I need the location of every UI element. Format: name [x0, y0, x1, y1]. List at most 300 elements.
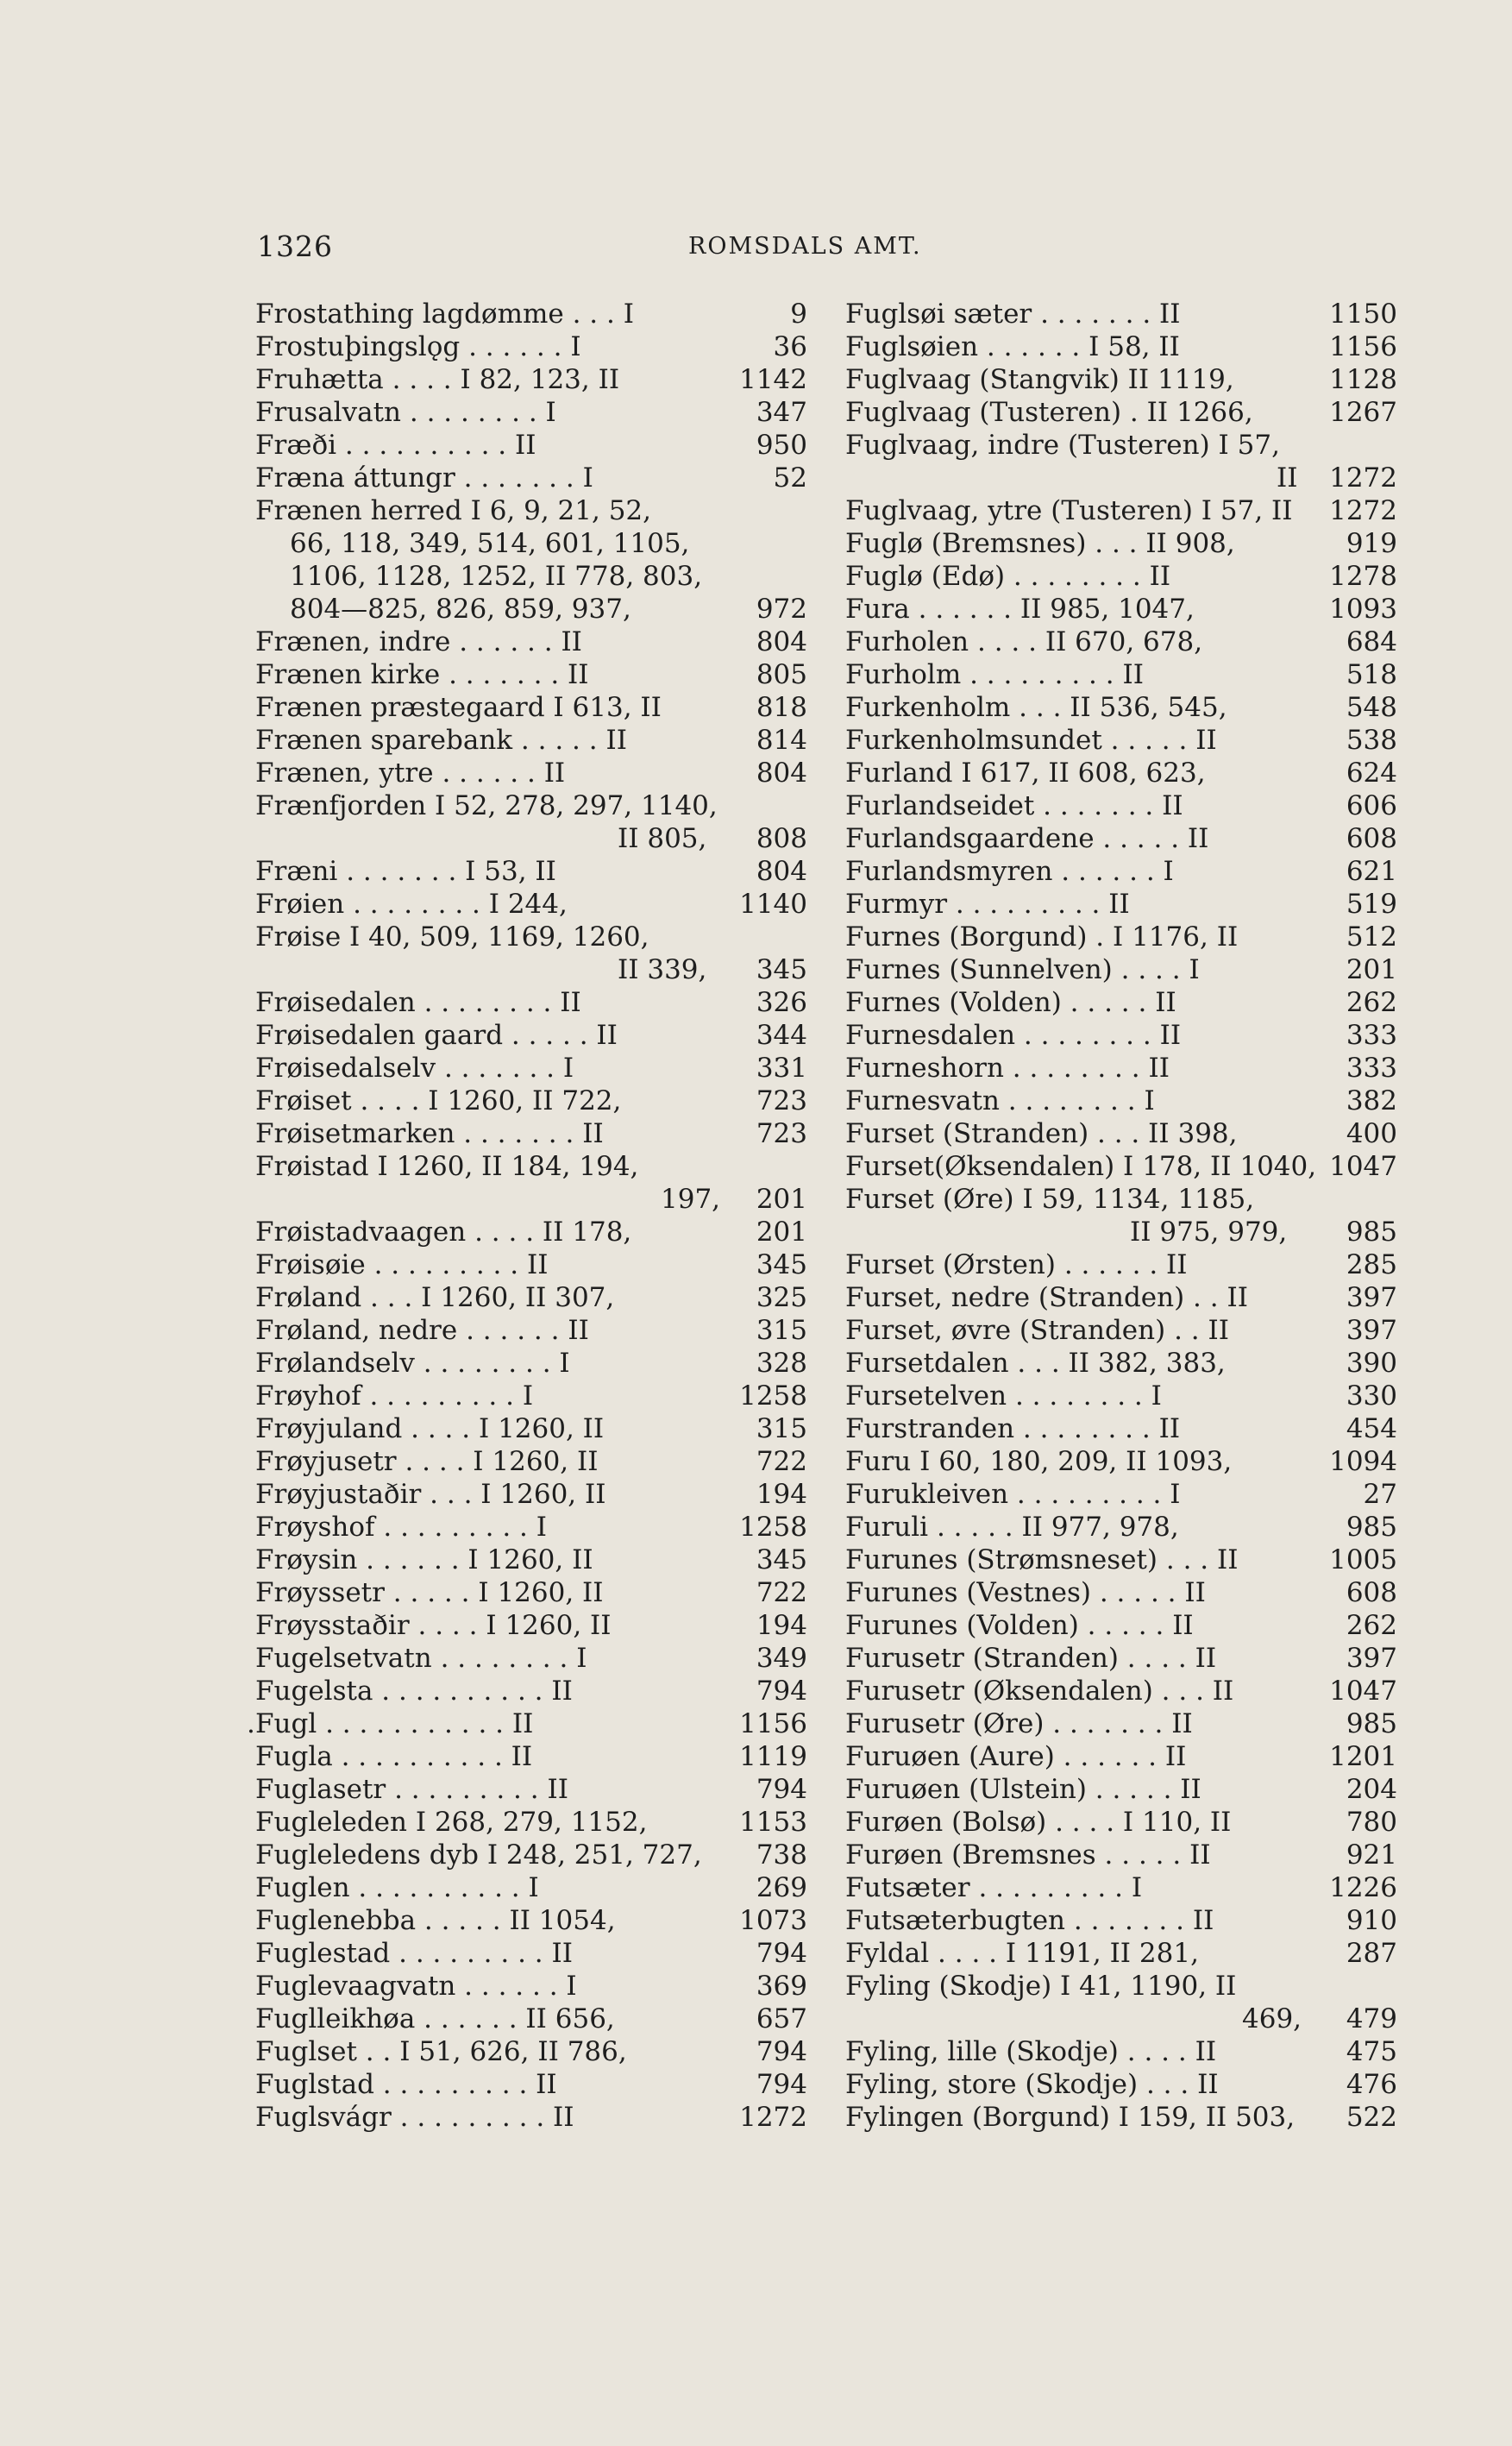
entry-page-ref: 201 — [756, 1184, 807, 1215]
entry-page-ref: 397 — [1346, 1315, 1397, 1346]
entry-page-ref: 972 — [756, 594, 807, 625]
index-entry — [845, 1314, 1397, 1347]
entry-term: Frænen, ytre . . . . . . II — [255, 758, 566, 789]
entry-term: Furkenholmsundet . . . . . II — [845, 725, 1217, 756]
entry-page-ref: 1093 — [1329, 594, 1397, 625]
entry-term: Fuglsøi sæter . . . . . . . II — [845, 299, 1181, 330]
index-column-left — [247, 298, 807, 2134]
entry-page-ref: 1047 — [1329, 1676, 1397, 1707]
entry-page-ref: 818 — [756, 692, 807, 723]
index-entry — [845, 986, 1397, 1019]
entry-term: Fylingen (Borgund) I 159, II 503, — [845, 2102, 1296, 2133]
entry-term: Futsæter . . . . . . . . . I — [845, 1872, 1143, 1903]
entry-page-ref: 1073 — [739, 1905, 807, 1936]
index-entry — [845, 1412, 1397, 1445]
index-entry — [845, 363, 1397, 396]
index-entry — [255, 363, 807, 396]
entry-page-ref: 454 — [1346, 1413, 1397, 1444]
index-entry — [845, 2068, 1397, 2101]
index-entry — [845, 1839, 1397, 1871]
index-entry — [255, 1576, 807, 1609]
entry-term: Fuglevaagvatn . . . . . . I — [255, 1971, 577, 2002]
index-entry — [255, 658, 807, 691]
entry-page-ref: 1142 — [739, 364, 807, 395]
index-entry — [255, 1314, 807, 1347]
index-entry — [255, 560, 807, 593]
entry-page-ref: 333 — [1346, 1020, 1397, 1051]
index-entry — [255, 757, 807, 789]
entry-term: Fuglvaag (Stangvik) II 1119, — [845, 364, 1234, 395]
entry-page-ref: 723 — [756, 1118, 807, 1149]
index-entry — [255, 1511, 807, 1544]
entry-term: Frøyjuland . . . . I 1260, II — [255, 1413, 605, 1444]
index-entry — [255, 1773, 807, 1806]
index-entry — [845, 691, 1397, 724]
entry-term: Fuglset . . I 51, 626, II 786, — [255, 2036, 627, 2067]
entry-term: Furukleiven . . . . . . . . . I — [845, 1479, 1181, 1510]
index-entry — [845, 953, 1397, 986]
entry-page-ref: 794 — [756, 1676, 807, 1707]
entry-term: Fyling, lille (Skodje) . . . . II — [845, 2036, 1217, 2067]
entry-page-ref: 475 — [1346, 2036, 1397, 2067]
entry-term: Furunes (Strømsneset) . . . II — [845, 1544, 1239, 1575]
entry-term: Furset (Øre) I 59, 1134, 1185, — [845, 1184, 1255, 1215]
entry-term: Fruhætta . . . . I 82, 123, II — [255, 364, 620, 395]
entry-term: Furset, nedre (Stranden) . . II — [845, 1282, 1248, 1313]
entry-term: Frøise I 40, 509, 1169, 1260, — [255, 921, 649, 953]
entry-term: Fuglø (Edø) . . . . . . . . II — [845, 561, 1171, 592]
index-column-right — [845, 298, 1397, 2134]
entry-page-ref: 397 — [1346, 1643, 1397, 1674]
entry-page-ref: 1119 — [739, 1741, 807, 1772]
entry-page-ref: 345 — [756, 1249, 807, 1280]
index-entry — [845, 1609, 1397, 1642]
index-entry — [845, 2035, 1397, 2068]
index-entry — [255, 1740, 807, 1773]
index-entry — [255, 822, 807, 855]
entry-term: Furland I 617, II 608, 623, — [845, 758, 1206, 789]
entry-page-ref: 201 — [756, 1217, 807, 1248]
entry-term: Furset (Stranden) . . . II 398, — [845, 1118, 1238, 1149]
entry-term: Frøisedalselv . . . . . . . I — [255, 1053, 574, 1084]
index-entry — [255, 1052, 807, 1085]
index-entry — [255, 1019, 807, 1052]
entry-term: Frøisedalen . . . . . . . . II — [255, 987, 581, 1018]
entry-term: Furset(Øksendalen) I 178, II 1040, — [845, 1151, 1317, 1182]
index-entry — [845, 396, 1397, 429]
entry-page-ref: 347 — [756, 397, 807, 428]
entry-page-ref: 262 — [1346, 1610, 1397, 1641]
index-entry — [845, 1347, 1397, 1380]
index-entry — [845, 1445, 1397, 1478]
entry-page-ref: 1005 — [1329, 1544, 1397, 1575]
entry-term: Fræna áttungr . . . . . . . I — [255, 462, 593, 494]
entry-page-ref: 390 — [1346, 1348, 1397, 1379]
entry-page-ref: 27 — [1363, 1479, 1397, 1510]
entry-page-ref: 344 — [756, 1020, 807, 1051]
index-entry — [255, 986, 807, 1019]
index-entry — [255, 2068, 807, 2101]
index-entry — [255, 1085, 807, 1117]
entry-page-ref: 326 — [756, 987, 807, 1018]
entry-term: Frænen kirke . . . . . . . II — [255, 659, 589, 690]
entry-page-ref: 985 — [1346, 1708, 1397, 1739]
index-entry — [845, 298, 1397, 330]
index-entry — [845, 1576, 1397, 1609]
index-entry — [255, 953, 807, 986]
index-entry — [845, 1773, 1397, 1806]
entry-term: Frøland, nedre . . . . . . II — [255, 1315, 589, 1346]
index-entry — [845, 921, 1397, 953]
entry-page-ref: 382 — [1346, 1085, 1397, 1116]
entry-term: Fuglleikhøa . . . . . . II 656, — [255, 2003, 615, 2034]
entry-term: Frænen præstegaard I 613, II — [255, 692, 662, 723]
entry-term: Fræni . . . . . . . I 53, II — [255, 856, 556, 887]
entry-page-ref: 519 — [1346, 889, 1397, 920]
index-entry — [255, 1347, 807, 1380]
entry-term: Fuglstad . . . . . . . . . II — [255, 2069, 557, 2100]
index-entry — [255, 888, 807, 921]
stray-mark: . — [247, 1708, 255, 1739]
entry-page-ref: 331 — [756, 1053, 807, 1084]
entry-page-ref: 1156 — [1329, 331, 1397, 362]
entry-page-ref: 921 — [1346, 1839, 1397, 1871]
entry-page-ref: 330 — [1346, 1380, 1397, 1412]
entry-page-ref: 950 — [756, 430, 807, 461]
index-entry — [845, 1806, 1397, 1839]
entry-term: Frænen, indre . . . . . . II — [255, 626, 582, 657]
index-entry — [255, 1642, 807, 1675]
index-entry — [845, 1183, 1397, 1216]
entry-page-ref: 194 — [756, 1610, 807, 1641]
index-entry — [255, 626, 807, 658]
entry-page-ref: 910 — [1346, 1905, 1397, 1936]
index-entry — [255, 1970, 807, 2003]
index-entry — [845, 1970, 1397, 2003]
entry-page-ref: 1094 — [1329, 1446, 1397, 1477]
entry-page-ref: 328 — [756, 1348, 807, 1379]
index-entry — [845, 626, 1397, 658]
entry-term: Furnesdalen . . . . . . . . II — [845, 1020, 1182, 1051]
entry-term: Fugleledens dyb I 248, 251, 727, — [255, 1839, 702, 1871]
entry-term: Frøyjustaðir . . . I 1260, II — [255, 1479, 606, 1510]
index-entry — [255, 593, 807, 626]
index-entry — [845, 1478, 1397, 1511]
entry-term: Furkenholm . . . II 536, 545, — [845, 692, 1227, 723]
entry-term: Furset (Ørsten) . . . . . . II — [845, 1249, 1188, 1280]
entry-term: Fuglvaag, ytre (Tusteren) I 57, II — [845, 495, 1293, 526]
entry-page-ref: 985 — [1346, 1217, 1397, 1248]
index-entry — [255, 1412, 807, 1445]
index-entry — [255, 2003, 807, 2035]
entry-page-ref: 804 — [756, 626, 807, 657]
index-entry — [255, 1806, 807, 1839]
index-entry — [845, 330, 1397, 363]
index-entry — [845, 429, 1397, 462]
index-entry — [255, 1117, 807, 1150]
entry-page-ref: 1140 — [739, 889, 807, 920]
entry-page-ref: 548 — [1346, 692, 1397, 723]
entry-page-ref: 479 — [1346, 2003, 1397, 2034]
entry-page-ref: 1272 — [1329, 462, 1397, 494]
entry-term: Fuglvaag (Tusteren) . II 1266, — [845, 397, 1253, 428]
entry-page-ref: 9 — [790, 299, 807, 330]
entry-term: Fugl . . . . . . . . . . . II — [255, 1708, 534, 1739]
entry-page-ref: 1156 — [739, 1708, 807, 1739]
entry-term: 804—825, 826, 859, 937, — [290, 594, 631, 625]
entry-page-ref: 1258 — [739, 1380, 807, 1412]
entry-page-ref: 794 — [756, 1938, 807, 1969]
entry-term: Furnes (Volden) . . . . . II — [845, 987, 1176, 1018]
entry-page-ref: 738 — [756, 1839, 807, 1871]
entry-page-ref: 1258 — [739, 1512, 807, 1543]
entry-page-ref: 194 — [756, 1479, 807, 1510]
index-entry — [255, 2035, 807, 2068]
entry-page-ref: 1150 — [1329, 299, 1397, 330]
index-entry — [845, 462, 1397, 494]
entry-page-ref: 794 — [756, 2069, 807, 2100]
index-entry — [845, 494, 1397, 527]
entry-term: II 975, 979, — [1130, 1217, 1288, 1248]
entry-term: Furusetr (Øre) . . . . . . . II — [845, 1708, 1193, 1739]
index-entry — [255, 396, 807, 429]
index-entry — [845, 1871, 1397, 1904]
entry-page-ref: 608 — [1346, 823, 1397, 854]
entry-page-ref: 36 — [773, 331, 807, 362]
entry-page-ref: 722 — [756, 1577, 807, 1608]
entry-term: Fuglsvágr . . . . . . . . . II — [255, 2102, 574, 2133]
entry-page-ref: 315 — [756, 1315, 807, 1346]
entry-term: Fura . . . . . . II 985, 1047, — [845, 594, 1195, 625]
entry-term: Furlandsmyren . . . . . . I — [845, 856, 1174, 887]
index-entry — [845, 527, 1397, 560]
index-entry — [255, 1675, 807, 1707]
entry-term: Frøysin . . . . . . I 1260, II — [255, 1544, 593, 1575]
entry-term: Furu I 60, 180, 209, II 1093, — [845, 1446, 1233, 1477]
index-entry — [845, 1740, 1397, 1773]
index-entry — [845, 2003, 1397, 2035]
entry-term: Frøland . . . I 1260, II 307, — [255, 1282, 615, 1313]
entry-term: Fugelsetvatn . . . . . . . . I — [255, 1643, 587, 1674]
entry-term: Furunes (Vestnes) . . . . . II — [845, 1577, 1206, 1608]
index-entry — [845, 1117, 1397, 1150]
entry-term: Frøyhof . . . . . . . . . I — [255, 1380, 534, 1412]
index-entry — [255, 1478, 807, 1511]
entry-term: Frænfjorden I 52, 278, 297, 1140, — [255, 790, 718, 821]
entry-term: Fugla . . . . . . . . . . II — [255, 1741, 533, 1772]
entry-term: Furholen . . . . II 670, 678, — [845, 626, 1203, 657]
entry-page-ref: 805 — [756, 659, 807, 690]
index-entry — [255, 1150, 807, 1183]
entry-page-ref: 780 — [1346, 1807, 1397, 1838]
index-entry — [255, 2101, 807, 2134]
index-entry — [845, 855, 1397, 888]
index-entry — [845, 1380, 1397, 1412]
index-entry — [255, 494, 807, 527]
entry-page-ref: 1153 — [739, 1807, 807, 1838]
entry-term: Frøisetmarken . . . . . . . II — [255, 1118, 604, 1149]
entry-page-ref: 1267 — [1329, 397, 1397, 428]
entry-term: Furset, øvre (Stranden) . . II — [845, 1315, 1229, 1346]
entry-term: Frøysstaðir . . . . I 1260, II — [255, 1610, 612, 1641]
entry-term: Fursetelven . . . . . . . . I — [845, 1380, 1162, 1412]
entry-term: Frænen herred I 6, 9, 21, 52, — [255, 495, 652, 526]
entry-page-ref: 333 — [1346, 1053, 1397, 1084]
entry-page-ref: 723 — [756, 1085, 807, 1116]
entry-term: Furuli . . . . . II 977, 978, — [845, 1512, 1179, 1543]
entry-term: Fugleleden I 268, 279, 1152, — [255, 1807, 648, 1838]
entry-page-ref: 919 — [1346, 528, 1397, 559]
index-entry — [255, 1281, 807, 1314]
index-entry — [255, 1445, 807, 1478]
entry-term: 469, — [1242, 2003, 1302, 2034]
entry-page-ref: 397 — [1346, 1282, 1397, 1313]
entry-term: Furnesvatn . . . . . . . . I — [845, 1085, 1155, 1116]
entry-term: Frøyshof . . . . . . . . . I — [255, 1512, 547, 1543]
index-entry — [255, 1216, 807, 1248]
index-entry — [845, 560, 1397, 593]
entry-term: Furøen (Bolsø) . . . . I 110, II — [845, 1807, 1232, 1838]
index-entry — [845, 724, 1397, 757]
index-entry — [845, 1248, 1397, 1281]
index-entry — [845, 1216, 1397, 1248]
index-entry — [845, 1675, 1397, 1707]
entry-page-ref: 624 — [1346, 758, 1397, 789]
entry-term: 66, 118, 349, 514, 601, 1105, — [290, 528, 690, 559]
entry-page-ref: 608 — [1346, 1577, 1397, 1608]
entry-term: Fuglasetr . . . . . . . . . II — [255, 1774, 568, 1805]
page-header — [257, 230, 1413, 264]
entry-term: Furnes (Sunnelven) . . . . I — [845, 954, 1200, 985]
index-entry — [255, 1183, 807, 1216]
index-entry — [845, 1511, 1397, 1544]
index-entry — [845, 1707, 1397, 1740]
entry-page-ref: 349 — [756, 1643, 807, 1674]
index-entry — [255, 855, 807, 888]
index-entry — [845, 2101, 1397, 2134]
entry-term: Fuglvaag, indre (Tusteren) I 57, — [845, 430, 1280, 461]
entry-page-ref: 606 — [1346, 790, 1397, 821]
entry-term: Frostathing lagdømme . . . I — [255, 299, 634, 330]
entry-term: Furneshorn . . . . . . . . II — [845, 1053, 1170, 1084]
entry-page-ref: 325 — [756, 1282, 807, 1313]
entry-term: Furstranden . . . . . . . . II — [845, 1413, 1181, 1444]
entry-page-ref: 522 — [1346, 2102, 1397, 2133]
entry-page-ref: 1272 — [1329, 495, 1397, 526]
index-entry — [845, 1937, 1397, 1970]
entry-page-ref: 657 — [756, 2003, 807, 2034]
entry-page-ref: 269 — [756, 1872, 807, 1903]
index-entry — [845, 1150, 1397, 1183]
entry-term: Frusalvatn . . . . . . . . I — [255, 397, 556, 428]
index-entry — [255, 429, 807, 462]
index-entry — [845, 888, 1397, 921]
entry-page-ref: 345 — [756, 954, 807, 985]
index-entry — [845, 658, 1397, 691]
entry-term: Frølandselv . . . . . . . . I — [255, 1348, 570, 1379]
index-entry — [255, 1839, 807, 1871]
entry-term: Fyling (Skodje) I 41, 1190, II — [845, 1971, 1237, 2002]
index-entry — [255, 298, 807, 330]
index-entry — [247, 1707, 807, 1740]
entry-term: Frænen sparebank . . . . . II — [255, 725, 627, 756]
entry-page-ref: 985 — [1346, 1512, 1397, 1543]
entry-term: Frøistad I 1260, II 184, 194, — [255, 1151, 639, 1182]
entry-page-ref: 804 — [756, 758, 807, 789]
entry-page-ref: 287 — [1346, 1938, 1397, 1969]
index-entry — [845, 1052, 1397, 1085]
entry-page-ref: 804 — [756, 856, 807, 887]
entry-page-ref: 1128 — [1329, 364, 1397, 395]
entry-term: Fursetdalen . . . II 382, 383, — [845, 1348, 1226, 1379]
index-entry — [845, 1085, 1397, 1117]
entry-page-ref: 808 — [756, 823, 807, 854]
index-entry — [255, 789, 807, 822]
index-entry — [255, 462, 807, 494]
entry-page-ref: 262 — [1346, 987, 1397, 1018]
index-entry — [845, 1544, 1397, 1576]
entry-term: Furuøen (Ulstein) . . . . . II — [845, 1774, 1201, 1805]
entry-page-ref: 400 — [1346, 1118, 1397, 1149]
entry-term: Furuøen (Aure) . . . . . . II — [845, 1741, 1187, 1772]
entry-term: Fugelsta . . . . . . . . . . II — [255, 1676, 573, 1707]
entry-page-ref: 315 — [756, 1413, 807, 1444]
entry-term: Fuglø (Bremsnes) . . . II 908, — [845, 528, 1235, 559]
entry-term: Furøen (Bremsnes . . . . . II — [845, 1839, 1211, 1871]
index-entry — [845, 757, 1397, 789]
index-entry — [255, 1937, 807, 1970]
entry-term: Furlandsgaardene . . . . . II — [845, 823, 1209, 854]
entry-term: Furholm . . . . . . . . . II — [845, 659, 1144, 690]
entry-page-ref: 204 — [1346, 1774, 1397, 1805]
entry-page-ref: 476 — [1346, 2069, 1397, 2100]
entry-term: Furusetr (Øksendalen) . . . II — [845, 1676, 1234, 1707]
entry-term: Frostuþingslǫg . . . . . . I — [255, 331, 581, 362]
index-entry — [845, 593, 1397, 626]
index-entry — [255, 1904, 807, 1937]
entry-page-ref: 794 — [756, 2036, 807, 2067]
entry-term: Furusetr (Stranden) . . . . II — [845, 1643, 1217, 1674]
entry-term: II — [1277, 462, 1298, 494]
index-entry — [255, 1871, 807, 1904]
entry-page-ref: 201 — [1346, 954, 1397, 985]
entry-term: Fræði . . . . . . . . . . II — [255, 430, 536, 461]
entry-page-ref: 621 — [1346, 856, 1397, 887]
entry-page-ref: 52 — [773, 462, 807, 494]
index-entry — [845, 1904, 1397, 1937]
index-entry — [845, 822, 1397, 855]
entry-term: Frøyjusetr . . . . I 1260, II — [255, 1446, 599, 1477]
index-entry — [845, 1019, 1397, 1052]
entry-page-ref: 1272 — [739, 2102, 807, 2133]
entry-term: Furlandseidet . . . . . . . II — [845, 790, 1183, 821]
entry-term: Futsæterbugten . . . . . . . II — [845, 1905, 1214, 1936]
entry-page-ref: 1201 — [1329, 1741, 1397, 1772]
index-entry — [255, 1380, 807, 1412]
entry-term: Frøisøie . . . . . . . . . II — [255, 1249, 549, 1280]
index-entry — [255, 1544, 807, 1576]
index-entry — [255, 1248, 807, 1281]
entry-term: 197, — [661, 1184, 721, 1215]
entry-term: II 805, — [618, 823, 707, 854]
entry-page-ref: 285 — [1346, 1249, 1397, 1280]
entry-page-ref: 512 — [1346, 921, 1397, 953]
index-entry — [845, 1642, 1397, 1675]
entry-page-ref: 345 — [756, 1544, 807, 1575]
entry-page-ref: 684 — [1346, 626, 1397, 657]
entry-term: Furmyr . . . . . . . . . II — [845, 889, 1130, 920]
entry-term: Fuglen . . . . . . . . . . I — [255, 1872, 539, 1903]
